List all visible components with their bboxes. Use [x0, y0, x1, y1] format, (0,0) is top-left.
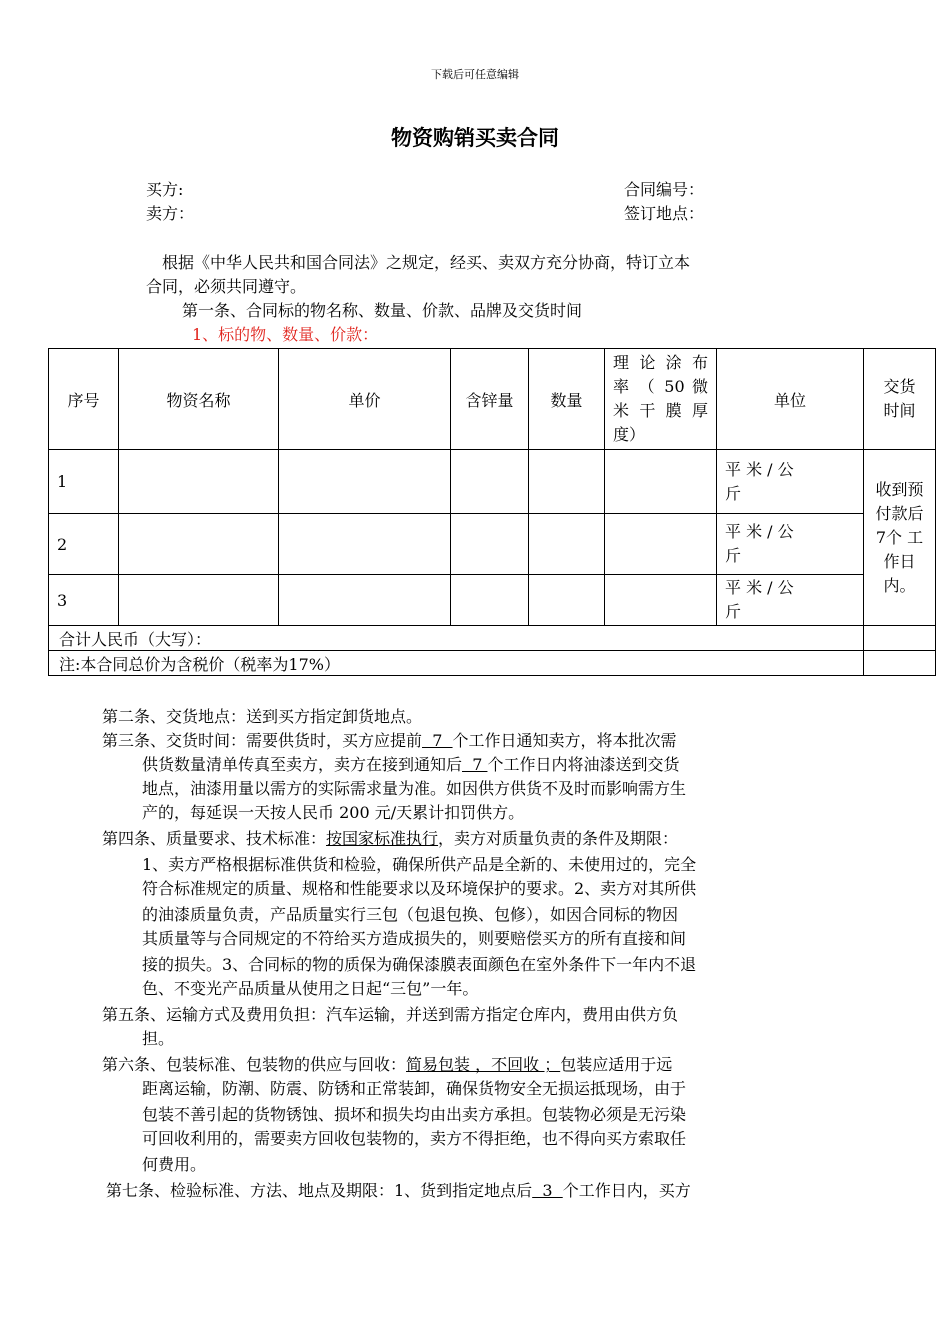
row-price	[279, 450, 451, 514]
article3-line-3: 地点，油漆用量以需方的实际需求量为准。如因供方供货不及时而影响需方生	[142, 779, 687, 798]
total-extra	[864, 626, 936, 651]
header-coverage	[605, 349, 717, 450]
row-unit-line: 斤	[725, 602, 742, 621]
table-row	[49, 575, 936, 626]
row-qty	[529, 575, 605, 626]
delivery-time-line: 收到预	[875, 479, 924, 499]
article6-line-1: 第六条、包装标准、包装物的供应与回收：简易包装 ，不回收 ；包装应适用于远	[102, 1055, 673, 1074]
row-unit-line: 平 米 / 公	[725, 578, 794, 597]
article6-line-4: 可回收利用的，需要卖方回收包装物的，卖方不得拒绝，也不得向买方索取任	[142, 1129, 687, 1148]
row-qty	[529, 514, 605, 575]
row-zinc	[451, 575, 529, 626]
goods-table	[48, 348, 936, 676]
table-row	[49, 450, 936, 514]
article4-line-6: 接的损失。3、合同标的物的质保为确保漆膜表面颜色在室外条件下一年内不退	[142, 955, 697, 974]
row-unit-line: 平 米 / 公	[725, 459, 794, 479]
row-seq: 2	[49, 514, 119, 575]
article5-line-2: 担。	[142, 1029, 175, 1048]
row-coverage	[605, 514, 717, 575]
intro-line-1: 根据《中华人民共和国合同法》之规定，经买、卖双方充分协商，特订立本	[162, 253, 691, 272]
delivery-time-line: 内。	[883, 575, 916, 595]
article4-line-1: 第四条、质量要求、技术标准：按国家标准执行，卖方对质量负责的条件及期限：	[102, 829, 679, 848]
delivery-time-line: 7个 工	[875, 527, 924, 547]
table-header-row	[49, 349, 936, 450]
row-unit	[717, 575, 864, 626]
table-row	[49, 514, 936, 575]
header-seq: 序号	[49, 349, 119, 450]
row-seq: 1	[49, 450, 119, 514]
article3-line-1: 第三条、交货时间：需要供货时，买方应提前 7 个工作日通知卖方，将本批次需	[102, 731, 677, 750]
header-coverage-line: 率 （ 50 微	[613, 377, 708, 396]
delivery-time-line: 付款后	[875, 503, 924, 523]
article6-line-5: 何费用。	[142, 1155, 207, 1174]
note-row	[49, 651, 936, 676]
contract-number-label: 合同编号：	[624, 180, 705, 199]
article1-title: 第一条、合同标的物名称、数量、价款、品牌及交货时间	[182, 301, 583, 320]
intro-line-2: 合同，必须共同遵守。	[146, 277, 307, 296]
header-coverage-line: 度）	[613, 425, 646, 444]
row-zinc	[451, 450, 529, 514]
header-delivery-line: 交货	[883, 377, 916, 396]
article6-line-2: 距离运输，防潮、防震、防锈和正常装卸，确保货物安全无损运抵现场，由于	[142, 1079, 687, 1098]
header-coverage-line: 理 论 涂 布	[613, 353, 708, 372]
article4-line-2: 1、卖方严格根据标准供货和检验，确保所供产品是全新的、未使用过的，完全	[142, 855, 697, 874]
delivery-time-cell	[864, 450, 936, 626]
row-name	[119, 514, 279, 575]
row-unit	[717, 450, 864, 514]
row-unit	[717, 514, 864, 575]
header-delivery-line: 时间	[883, 401, 916, 420]
buyer-label: 买方:	[146, 180, 184, 199]
article1-subtitle: 1、标的物、数量、价款：	[192, 325, 379, 344]
seller-label: 卖方：	[146, 204, 195, 223]
header-qty: 数量	[529, 349, 605, 450]
note-extra	[864, 651, 936, 676]
sign-place-label: 签订地点：	[624, 204, 705, 223]
watermark-text: 下载后可任意编辑	[431, 68, 519, 81]
article6-line-3: 包装不善引起的货物锈蚀、损坏和损失均由出卖方承担。包装物必须是无污染	[142, 1105, 687, 1124]
header-unit: 单位	[717, 349, 864, 450]
header-coverage-line: 米 干 膜 厚	[613, 401, 708, 420]
row-unit-line: 平 米 / 公	[725, 522, 794, 541]
row-seq: 3	[49, 575, 119, 626]
tax-note: 注:本合同总价为含税价（税率为17%）	[49, 651, 864, 676]
total-row	[49, 626, 936, 651]
article4-line-7: 色、不变光产品质量从使用之日起“三包”一年。	[142, 979, 479, 998]
row-zinc	[451, 514, 529, 575]
article7-line-1: 第七条、检验标准、方法、地点及期限：1、货到指定地点后 3 个工作日内，买方	[106, 1181, 691, 1200]
row-name	[119, 575, 279, 626]
article4-line-4: 的油漆质量负责，产品质量实行三包（包退包换、包修），如因合同标的物因	[142, 905, 679, 924]
row-name	[119, 450, 279, 514]
row-price	[279, 575, 451, 626]
row-coverage	[605, 575, 717, 626]
article2: 第二条、交货地点：送到买方指定卸货地点。	[102, 707, 423, 726]
article3-line-4: 产的，每延误一天按人民币 200 元/天累计扣罚供方。	[142, 803, 525, 822]
row-coverage	[605, 450, 717, 514]
row-price	[279, 514, 451, 575]
article5-line-1: 第五条、运输方式及费用负担：汽车运输，并送到需方指定仓库内，费用由供方负	[102, 1005, 679, 1024]
row-qty	[529, 450, 605, 514]
article4-line-5: 其质量等与合同规定的不符给买方造成损失的，则要赔偿买方的所有直接和间	[142, 929, 687, 948]
header-name: 物资名称	[119, 349, 279, 450]
row-unit-line: 斤	[725, 483, 742, 503]
header-zinc: 含锌量	[451, 349, 529, 450]
article4-line-3: 符合标准规定的质量、规格和性能要求以及环境保护的要求。2、卖方对其所供	[142, 879, 697, 898]
article3-line-2: 供货数量清单传真至卖方，卖方在接到通知后 7 个工作日内将油漆送到交货	[142, 755, 680, 774]
header-delivery	[864, 349, 936, 450]
delivery-time-line: 作日	[883, 551, 916, 571]
total-label: 合计人民币（大写）：	[49, 626, 864, 651]
row-unit-line: 斤	[725, 546, 742, 565]
header-price: 单价	[279, 349, 451, 450]
document-title: 物资购销买卖合同	[391, 126, 559, 150]
